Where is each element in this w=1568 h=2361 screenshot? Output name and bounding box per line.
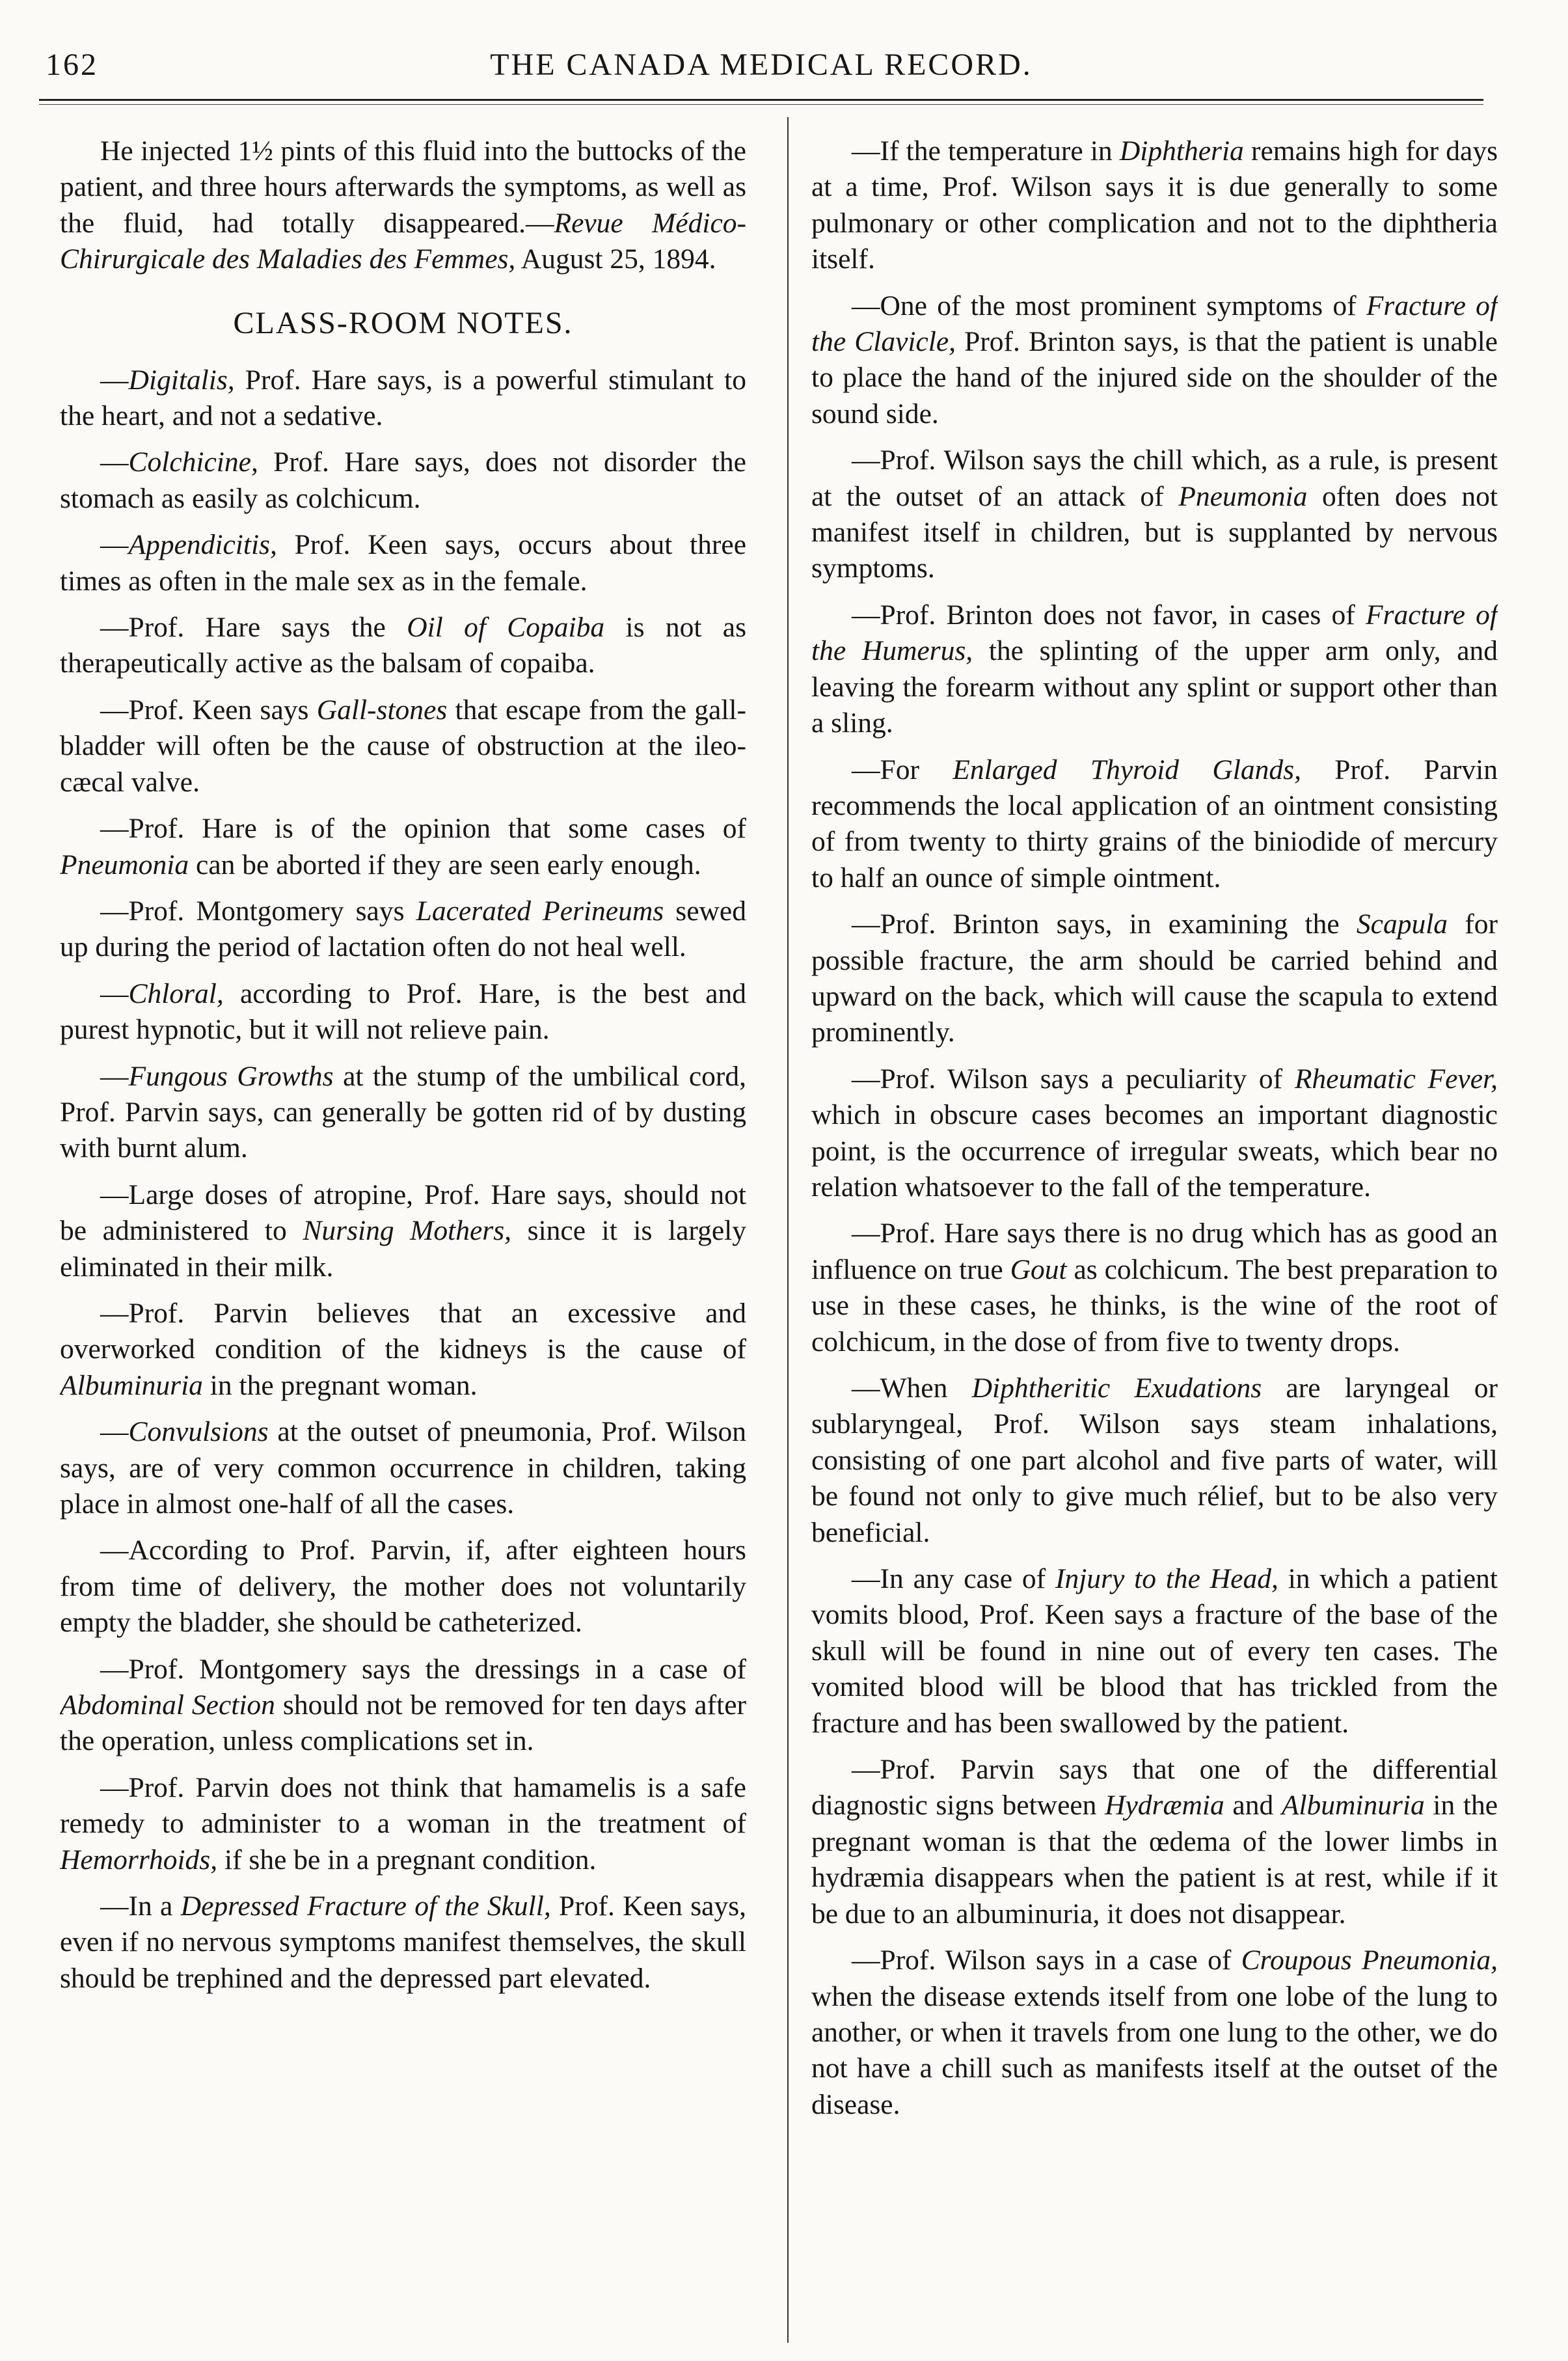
- italic-term: Gout: [1010, 1253, 1067, 1285]
- italic-term: Depressed Fracture of the Skull,: [180, 1890, 551, 1922]
- italic-term: Albuminuria: [60, 1369, 203, 1401]
- text-run: —: [100, 977, 129, 1009]
- italic-term: Appendicitis,: [128, 529, 277, 561]
- text-run: —: [100, 446, 129, 478]
- note-paragraph: [811, 907, 1498, 1051]
- text-run: —Prof. Parvin says that one of the differential diagnostic signs between: [811, 1754, 1498, 1822]
- text-run: as colchicum. The best preparation to use in these cases, he thinks, is the wine of the root of colchicum, in the dose of from five to twenty drops.: [811, 1253, 1498, 1358]
- note-paragraph: [60, 610, 746, 682]
- text-run: should not be removed for ten days after the operation, unless complications set in.: [60, 1689, 746, 1757]
- text-run: at the outset of pneumonia, Prof. Wilson says, are of very common occurrence in children, taking place in almost one-half of all the cases.: [60, 1416, 746, 1520]
- note-paragraph: [811, 1061, 1498, 1206]
- italic-term: Colchicine,: [128, 446, 258, 478]
- text-run: that escape from the gall-bladder will often be the cause of obstruction at the ileo-cæcal valve.: [60, 694, 746, 798]
- text-run: —According to Prof. Parvin, if, after eighteen hours from time of delivery, the mother does not voluntarily empty the bladder, she should be catheterized.: [60, 1535, 746, 1639]
- italic-term: Gall-stones: [316, 694, 448, 726]
- note-paragraph: [811, 1752, 1498, 1932]
- text-run: remains high for days at a time, Prof. Wilson says it is due generally to some pulmonary or other complication and not to the diphtheria itself.: [811, 135, 1498, 275]
- text-run: —When: [852, 1372, 972, 1404]
- note-paragraph: [811, 1371, 1498, 1551]
- text-run: according to Prof. Hare, is the best and purest hypnotic, but it will not relieve pain.: [60, 977, 746, 1046]
- note-paragraph: [811, 133, 1498, 278]
- text-run: —Prof. Brinton says, in examining the: [852, 908, 1357, 940]
- left-notes: [60, 362, 746, 1997]
- text-run: sewed up during the period of lactation often do not heal well.: [60, 895, 746, 963]
- column-divider: [787, 117, 789, 2343]
- note-paragraph: [811, 1943, 1498, 2123]
- note-paragraph: [811, 1561, 1498, 1741]
- text-run: in the pregnant woman.: [202, 1369, 478, 1401]
- note-paragraph: [60, 811, 746, 883]
- italic-term: Abdominal Section: [60, 1689, 275, 1721]
- note-paragraph: [60, 1414, 746, 1522]
- text-run: when the disease extends itself from one lobe of the lung to another, or when it travels from one lung to the other, we do not have a chill such as manifests itself at the outset of the disease.: [811, 1980, 1498, 2120]
- italic-term: Injury to the Head,: [1055, 1563, 1278, 1595]
- text-run: —Prof. Brinton does not favor, in cases of: [852, 599, 1366, 631]
- italic-term: Rheumatic Fever,: [1294, 1063, 1498, 1095]
- header-rule-thin: [39, 104, 1483, 105]
- text-run: He injected 1½ pints of this fluid into the buttocks of the patient, and three hours afterwards the symptoms, as well as the fluid, had totally disappeared.—: [60, 135, 746, 239]
- italic-term: Hemorrhoids,: [60, 1844, 218, 1876]
- note-paragraph: [60, 1059, 746, 1167]
- note-paragraph: [60, 1533, 746, 1641]
- italic-term: Lacerated Perineums: [416, 895, 664, 927]
- text-run: —In a: [100, 1890, 181, 1922]
- italic-term: Fungous Growths: [128, 1060, 334, 1092]
- text-run: for possible fracture, the arm should be carried behind and upward on the back, which will cause the scapula to extend prominently.: [811, 908, 1498, 1048]
- italic-term: Pneumonia: [60, 849, 189, 880]
- text-run: —Prof. Wilson says a peculiarity of: [852, 1063, 1295, 1095]
- text-run: —Large doses of atropine, Prof. Hare says, should not be administered to: [60, 1179, 746, 1247]
- italic-term: Revue Médico-Chirurgicale des Maladies des Femmes,: [60, 207, 746, 275]
- page-header: [39, 47, 1483, 92]
- note-paragraph: [60, 1296, 746, 1404]
- text-run: August 25, 1894.: [515, 243, 716, 275]
- italic-term: Diphtheritic Exudations: [971, 1372, 1262, 1404]
- text-run: in which a patient vomits blood, Prof. Keen says a fracture of the base of the skull will be found in nine out of every ten cases. The vomited blood will be blood that has trickled from the fracture and has been swallowed by the patient.: [811, 1563, 1498, 1739]
- text-run: Prof. Keen says, even if no nervous symptoms manifest themselves, the skull should be trephined and the depressed part elevated.: [60, 1890, 746, 1994]
- text-run: —Prof. Hare is of the opinion that some cases of: [100, 813, 746, 845]
- italic-term: Nursing Mothers,: [303, 1215, 512, 1247]
- right-notes: [811, 133, 1498, 2123]
- left-column: [60, 133, 746, 2327]
- text-run: —Prof. Montgomery says: [100, 895, 416, 927]
- note-paragraph: [811, 288, 1498, 433]
- note-paragraph: [60, 692, 746, 800]
- note-paragraph: [811, 1216, 1498, 1360]
- text-run: —Prof. Hare says there is no drug which has as good an influence on true: [811, 1218, 1498, 1285]
- text-run: —In any case of: [852, 1563, 1055, 1595]
- page-number: 162: [46, 48, 98, 82]
- text-run: at the stump of the umbilical cord, Prof. Parvin says, can generally be gotten rid of by dusting with burnt alum.: [60, 1060, 746, 1164]
- italic-term: Oil of Copaiba: [407, 612, 605, 644]
- italic-term: Hydræmia: [1105, 1790, 1224, 1822]
- italic-term: Scapula: [1356, 908, 1448, 940]
- note-paragraph: [811, 597, 1498, 742]
- header-rule: [39, 99, 1483, 101]
- text-run: —: [100, 529, 129, 561]
- italic-term: Pneumonia: [1178, 480, 1308, 512]
- note-paragraph: [811, 752, 1498, 897]
- note-paragraph: [60, 976, 746, 1048]
- italic-term: Albuminuria: [1281, 1790, 1425, 1822]
- note-paragraph: [60, 362, 746, 435]
- italic-term: Fracture of the Humerus,: [811, 599, 1498, 667]
- text-run: —For: [852, 754, 953, 785]
- text-run: are laryngeal or sublaryngeal, Prof. Wilson says steam inhalations, consisting of one part alcohol and five parts of water, will be found not only to give much rélief, but to be also very beneficial.: [811, 1372, 1498, 1548]
- text-run: —One of the most prominent symptoms of: [852, 290, 1366, 321]
- text-run: if she be in a pregnant condition.: [217, 1844, 597, 1876]
- note-paragraph: [60, 527, 746, 599]
- text-run: the splinting of the upper arm only, and leaving the forearm without any splint or support other than a sling.: [811, 635, 1498, 739]
- note-paragraph: [60, 1770, 746, 1878]
- running-title: THE CANADA MEDICAL RECORD.: [490, 48, 1033, 82]
- note-paragraph: [60, 1652, 746, 1760]
- note-paragraph: [60, 444, 746, 517]
- text-run: in the pregnant woman is that the œdema of the lower limbs in hydræmia disappears when the patient is at rest, while if it be due to an albuminuria, it does not disappear.: [811, 1790, 1498, 1930]
- note-paragraph: [60, 894, 746, 966]
- text-run: Prof. Brinton says, is that the patient is unable to place the hand of the injured side on the shoulder of the sound side.: [811, 326, 1498, 430]
- italic-term: Convulsions: [128, 1416, 269, 1448]
- text-run: —Prof. Hare says the: [100, 612, 407, 644]
- note-paragraph: [811, 443, 1498, 587]
- text-run: which in obscure cases becomes an important diagnostic point, is the occurrence of irregular sweats, which bear no relation whatsoever to the fall of the temperature.: [811, 1099, 1498, 1203]
- text-run: —Prof. Keen says: [100, 694, 317, 726]
- right-column: [811, 133, 1498, 2327]
- text-run: —Prof. Montgomery says the dressings in a case of: [100, 1653, 746, 1685]
- italic-term: Enlarged Thyroid Glands,: [953, 754, 1301, 785]
- text-run: —Prof. Parvin believes that an excessive and overworked condition of the kidneys is the cause of: [60, 1297, 746, 1365]
- text-run: can be aborted if they are seen early enough.: [189, 849, 701, 880]
- text-run: —: [100, 364, 129, 396]
- italic-term: Croupous Pneumonia,: [1241, 1945, 1498, 1976]
- text-run: often does not manifest itself in children, but is supplanted by nervous symptoms.: [811, 480, 1498, 584]
- text-run: —: [100, 1416, 129, 1448]
- text-run: —Prof. Parvin does not think that hamamelis is a safe remedy to administer to a woman in the treatment of: [60, 1771, 746, 1840]
- text-run: —Prof. Wilson says the chill which, as a rule, is present at the outset of an attack of: [811, 444, 1498, 512]
- text-run: Prof. Parvin recommends the local application of an ointment consisting of from twenty to thirty grains of the biniodide of mercury to half an ounce of simple ointment.: [811, 754, 1498, 894]
- italic-term: Digitalis,: [128, 364, 235, 396]
- text-run: —If the temperature in: [852, 135, 1120, 167]
- text-run: Prof. Hare says, does not disorder the stomach as easily as colchicum.: [60, 446, 746, 514]
- text-run: and: [1224, 1790, 1282, 1822]
- section-heading: CLASS-ROOM NOTES.: [233, 305, 573, 340]
- italic-term: Diphtheria: [1119, 135, 1244, 167]
- note-paragraph: [60, 1177, 746, 1285]
- text-run: —: [100, 1060, 129, 1092]
- italic-term: Chloral,: [128, 977, 224, 1009]
- text-run: Prof. Keen says, occurs about three times as often in the male sex as in the female.: [60, 529, 746, 597]
- text-run: since it is largely eliminated in their milk.: [60, 1215, 746, 1283]
- note-paragraph: [60, 1889, 746, 1997]
- intro-paragraph: [60, 133, 746, 278]
- text-run: Prof. Hare says, is a powerful stimulant to the heart, and not a sedative.: [60, 364, 746, 432]
- text-run: —Prof. Wilson says in a case of: [852, 1945, 1241, 1976]
- text-run: is not as therapeutically active as the balsam of copaiba.: [60, 612, 746, 679]
- italic-term: Fracture of the Clavicle,: [811, 290, 1498, 358]
